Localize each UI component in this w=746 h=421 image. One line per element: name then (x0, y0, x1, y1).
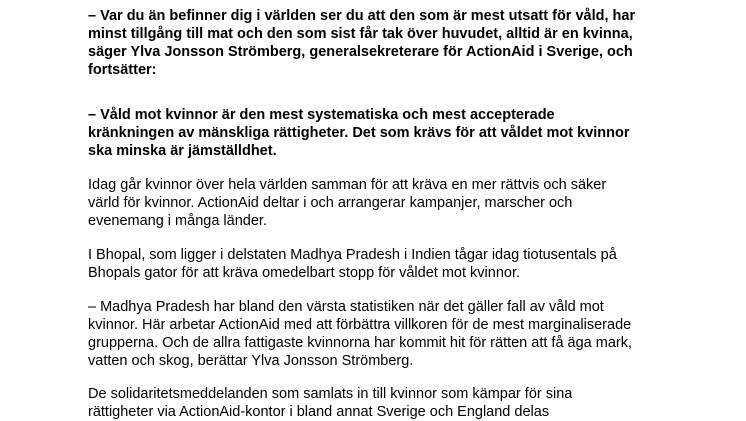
text-line: rättigheter via ActionAid-kontor i bland annat Sverige och England delas (88, 404, 550, 420)
body-paragraph-4 (88, 385, 688, 421)
text-line: – Madhya Pradesh har bland den värsta statistiken när det gäller fall av våld mot (88, 299, 604, 315)
text-line: Idag går kvinnor över hela världen samman för att kräva en mer rättvis och säker (88, 177, 607, 193)
text-line: vatten och skog, berättar Ylva Jonsson Strömberg. (88, 353, 414, 369)
text-line: kvinnor. Här arbetar ActionAid med att förbättra villkoren för de mest marginaliserade (88, 317, 632, 333)
quote-paragraph-1 (88, 7, 688, 79)
text-line: De solidaritetsmeddelanden som samlats in till kvinnor som kämpar för sina (88, 386, 573, 402)
quote-paragraph-2 (88, 106, 688, 160)
text-line: evenemang i många länder. (88, 213, 267, 229)
text-line: minst tillgång till mat och den som sist får tak över huvudet, alltid är en kvinna, (88, 26, 633, 42)
text-line: grupperna. Och de allra fattigaste kvinnorna har kommit hit för rätten att få äga mark, (88, 335, 633, 351)
text-line: – Var du än befinner dig i världen ser du att den som är mest utsatt för våld, har (88, 8, 636, 24)
text-line: kränkningen av mänskliga rättigheter. Det som krävs för att våldet mot kvinnor (88, 125, 630, 141)
body-paragraph-1 (88, 176, 688, 230)
body-paragraph-3 (88, 298, 688, 370)
text-line: säger Ylva Jonsson Strömberg, generalsekreterare för ActionAid i Sverige, och (88, 44, 633, 60)
text-line: Bhopals gator för att kräva omedelbart stopp för våldet mot kvinnor. (88, 265, 521, 281)
body-paragraph-2 (88, 246, 688, 282)
text-line: I Bhopal, som ligger i delstaten Madhya Pradesh i Indien tågar idag tiotusentals på (88, 247, 617, 263)
text-line: – Våld mot kvinnor är den mest systematiska och mest accepterade (88, 107, 555, 123)
text-line: fortsätter: (88, 62, 157, 78)
text-line: ska minska är jämställdhet. (88, 143, 277, 159)
text-line: värld för kvinnor. ActionAid deltar i och arrangerar kampanjer, marscher och (88, 195, 573, 211)
